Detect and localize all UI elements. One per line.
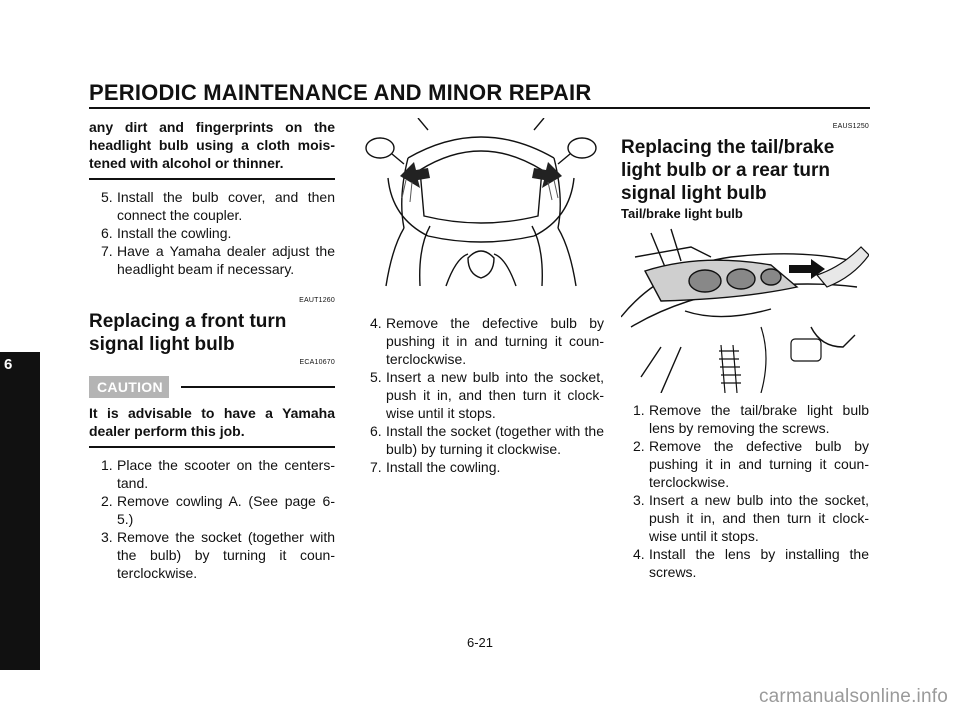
page-header-title: PERIODIC MAINTENANCE AND MINOR REPAIR <box>89 80 592 105</box>
chapter-tab-number: 6 <box>4 356 13 373</box>
step-text: Remove the defective bulb by pushing it in and turning it coun-terclockwise. <box>386 315 604 367</box>
step-text: Remove the defective bulb by pushing it in and turning it coun-terclockwise. <box>649 438 869 490</box>
step-number: 2. <box>633 438 645 454</box>
list-item <box>358 368 604 422</box>
section-code: EAUS1250 <box>832 123 869 130</box>
step-number: 2. <box>101 493 113 509</box>
list-item <box>89 456 335 492</box>
list-item <box>89 492 335 528</box>
caution-text: It is advisable to have a Yamaha dealer perform this job. <box>89 405 335 439</box>
list-item <box>358 314 604 368</box>
page-number: 6-21 <box>466 635 494 650</box>
sub-heading-tail-brake: Tail/brake light bulb <box>621 206 743 221</box>
socket-steps-list <box>358 314 604 476</box>
list-item <box>358 422 604 458</box>
step-number: 6. <box>101 225 113 241</box>
caution-label: CAUTION <box>89 376 169 398</box>
step-text: Remove the tail/brake light bulb lens by removing the screws. <box>649 402 869 436</box>
front-turn-signal-steps-list <box>89 456 335 582</box>
intro-warning-text: any dirt and fingerprints on the headlight bulb using a cloth mois-tened with alcohol or thinner. <box>89 119 335 171</box>
tail-light-steps-list <box>621 401 869 581</box>
chapter-tab <box>0 352 40 670</box>
step-text: Install the cowling. <box>117 225 232 241</box>
list-item <box>89 242 335 278</box>
step-number: 4. <box>633 546 645 562</box>
list-item <box>358 458 604 476</box>
arrow-icon <box>532 162 562 188</box>
step-number: 1. <box>633 402 645 418</box>
step-text: Insert a new bulb into the socket, push it in, and then turn it clock-wise until it stops. <box>386 369 604 421</box>
watermark-text: carmanualsonline.info <box>758 686 948 707</box>
step-number: 5. <box>370 369 382 385</box>
step-text: Remove cowling A. (See page 6-5.) <box>117 493 335 527</box>
caution-end-rule <box>89 446 335 448</box>
arrow-icon <box>400 162 430 188</box>
list-item <box>621 437 869 491</box>
step-text: Install the lens by installing the screws. <box>649 546 869 580</box>
step-number: 7. <box>101 243 113 259</box>
step-number: 4. <box>370 315 382 331</box>
header-rule <box>89 107 870 109</box>
middle-column <box>358 118 604 476</box>
section-code: EAUT1260 <box>299 297 335 304</box>
front-turn-signal-illustration <box>358 118 604 288</box>
step-text: Install the socket (together with the bulb) by turning it clockwise. <box>386 423 604 457</box>
list-item <box>89 224 335 242</box>
step-number: 6. <box>370 423 382 439</box>
step-number: 7. <box>370 459 382 475</box>
step-number: 3. <box>101 529 113 545</box>
section-heading-front-turn-signal: Replacing a front turn signal light bulb <box>89 311 287 355</box>
caution-rule <box>181 386 335 388</box>
list-item <box>89 528 335 582</box>
headlight-steps-list <box>89 188 335 278</box>
warning-end-rule <box>89 178 335 180</box>
step-text: Install the bulb cover, and then connect the coupler. <box>117 189 335 223</box>
step-text: Place the scooter on the centers-tand. <box>117 457 335 491</box>
left-column <box>89 118 335 582</box>
caution-banner <box>89 376 335 398</box>
right-column <box>621 118 869 581</box>
step-number: 5. <box>101 189 113 205</box>
list-item <box>621 545 869 581</box>
caution-code: ECA10670 <box>299 359 335 366</box>
section-heading-tail-light: Replacing the tail/brake light bulb or a rear turn signal light bulb <box>621 137 835 204</box>
step-text: Insert a new bulb into the socket, push it in, and then turn it clock-wise until it stops. <box>649 492 869 544</box>
list-item <box>621 491 869 545</box>
list-item <box>621 401 869 437</box>
step-number: 3. <box>633 492 645 508</box>
step-text: Install the cowling. <box>386 459 501 475</box>
step-number: 1. <box>101 457 113 473</box>
tail-light-illustration <box>621 227 869 393</box>
step-text: Have a Yamaha dealer adjust the headlight beam if necessary. <box>117 243 335 277</box>
list-item <box>89 188 335 224</box>
step-text: Remove the socket (together with the bulb) by turning it coun-terclockwise. <box>117 529 335 581</box>
